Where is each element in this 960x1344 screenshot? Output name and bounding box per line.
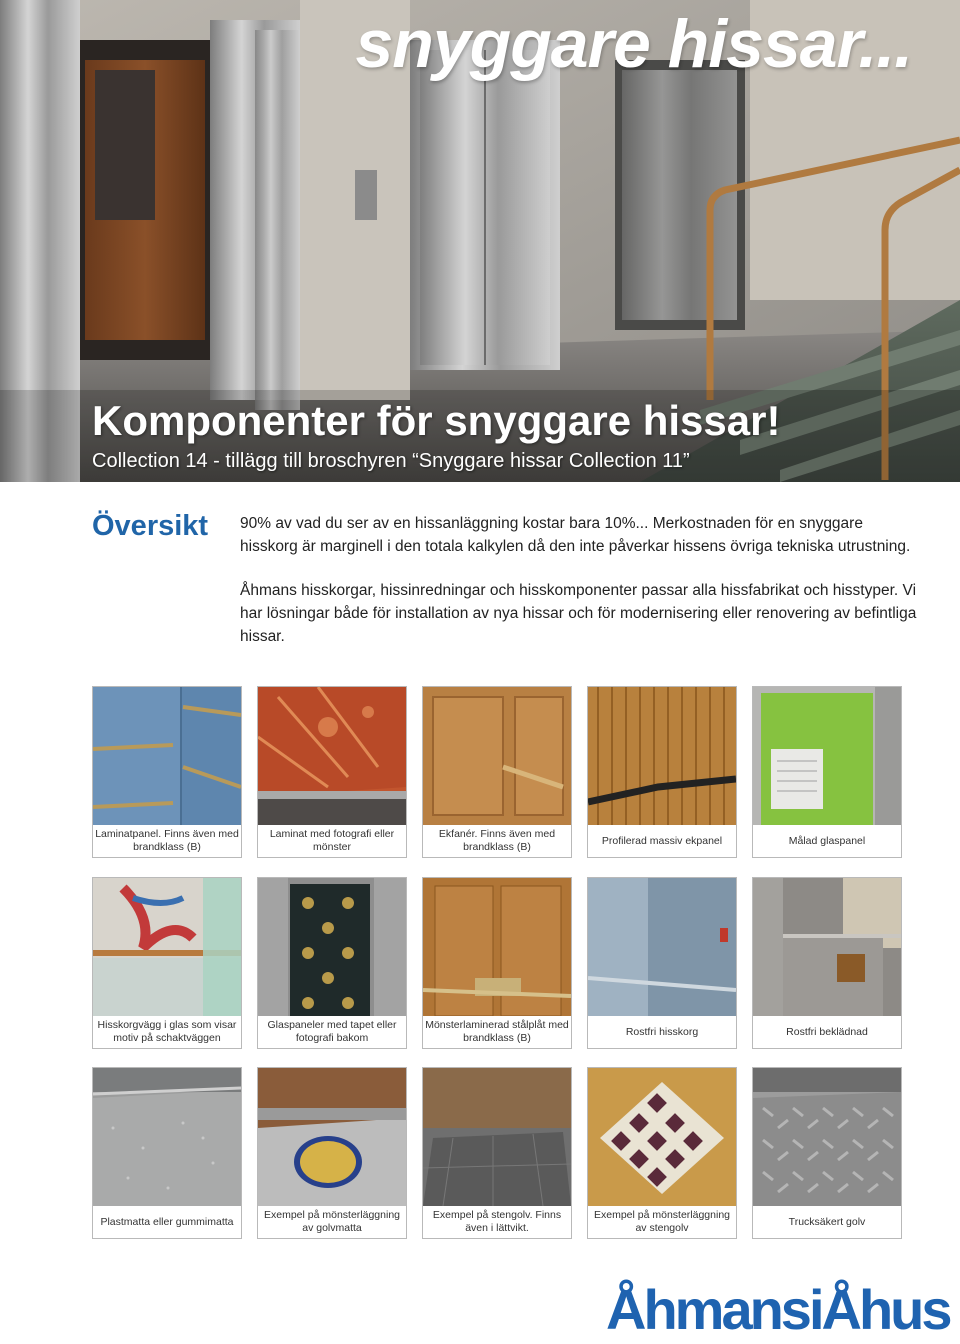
product-caption: Profilerad massiv ekpanel (601, 834, 723, 847)
hero-slogan: snyggare hissar... (355, 6, 912, 82)
hero-subtitle: Collection 14 - tillägg till broschyren “Snyggare hissar Collection 11” (92, 450, 690, 472)
product-tile-stone-floor (422, 1067, 572, 1239)
laminate-panel-photo (93, 687, 241, 825)
stone-pattern-photo (588, 1068, 736, 1206)
product-caption: Exempel på mönsterläggning av stengolv (594, 1209, 730, 1234)
photo-laminate-photo (258, 687, 406, 825)
oak-veneer-photo (423, 687, 571, 825)
product-tile-floor-mat-pattern (257, 1067, 407, 1239)
product-caption: Rostfri beklädnad (786, 1025, 868, 1038)
overview-paragraph-2: Åhmans hisskorgar, hissinredningar och hisskomponenter passar alla hissfabrikat och hisstyper. Vi har lösningar både för installation av nya hissar och för modernisering eller renovering av befintliga hissar. (240, 582, 917, 645)
overview-paragraph-1: 90% av vad du ser av en hissanläggning kostar bara 10%... Merkostnaden för en snyggare hisskorg är marginell i den totala kalkylen då den inte påverkar hissens övriga tekniska utrustning. (240, 515, 911, 555)
glass-wall-photo (93, 878, 241, 1016)
floor-mat-pattern-photo (258, 1068, 406, 1206)
truck-safe-floor-photo (753, 1068, 901, 1206)
overview-heading: Översikt (92, 510, 209, 542)
product-tile-glass-wallpaper (257, 877, 407, 1049)
product-caption: Glaspaneler med tapet eller fotografi bakom (267, 1019, 397, 1044)
product-tile-painted-glass (752, 686, 902, 858)
product-tile-laminate-panel (92, 686, 242, 858)
product-tile-glass-wall (92, 877, 242, 1049)
hero-title: Komponenter för snyggare hissar! (92, 397, 781, 444)
product-caption: Målad glaspanel (788, 834, 866, 847)
product-tile-stainless-car (587, 877, 737, 1049)
profiled-oak-photo (588, 687, 736, 825)
product-caption: Exempel på stengolv. Finns även i lättvikt. (432, 1209, 562, 1234)
product-tile-oak-veneer (422, 686, 572, 858)
glass-wallpaper-photo (258, 878, 406, 1016)
ahmans-logo: ÅhmansiÅhus (606, 1278, 950, 1341)
product-caption: Hisskorgvägg i glas som visar motiv på schaktväggen (97, 1019, 237, 1044)
stone-floor-photo (423, 1068, 571, 1206)
product-tile-photo-laminate (257, 686, 407, 858)
product-caption: Ekfanér. Finns även med brandklass (B) (438, 828, 556, 853)
product-caption: Laminat med fotografi eller mönster (269, 828, 395, 853)
product-caption: Mönsterlaminerad stålplåt med brandklass (B) (425, 1019, 569, 1044)
product-tile-patterned-steel (422, 877, 572, 1049)
plastic-mat-photo (93, 1068, 241, 1206)
product-tile-profiled-oak (587, 686, 737, 858)
stainless-cladding-photo (753, 878, 901, 1016)
overview-text (240, 512, 920, 669)
product-caption: Laminatpanel. Finns även med brandklass (B) (95, 828, 239, 853)
product-tile-plastic-mat (92, 1067, 242, 1239)
product-caption: Rostfri hisskorg (625, 1025, 699, 1038)
product-tile-stone-pattern (587, 1067, 737, 1239)
patterned-steel-photo (423, 878, 571, 1016)
stainless-car-photo (588, 878, 736, 1016)
hero-banner (0, 0, 960, 482)
product-caption: Trucksäkert golv (788, 1215, 866, 1228)
product-caption: Exempel på mönsterläggning av golvmatta (264, 1209, 400, 1234)
product-caption: Plastmatta eller gummimatta (100, 1215, 234, 1228)
painted-glass-photo (753, 687, 901, 825)
product-tile-truck-safe-floor (752, 1067, 902, 1239)
product-tile-stainless-cladding (752, 877, 902, 1049)
